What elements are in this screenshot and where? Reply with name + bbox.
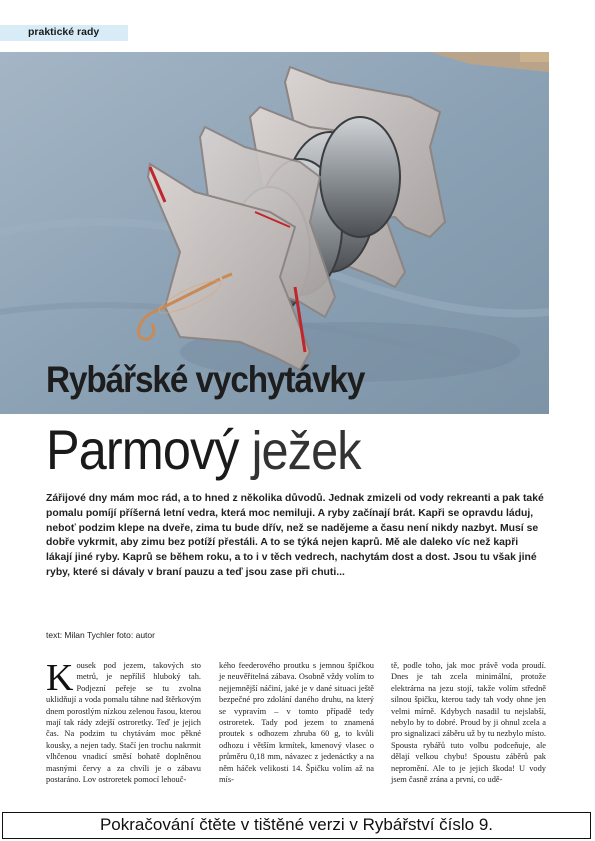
title-part-1: Parmový — [46, 418, 252, 481]
article-credit: text: Milan Tychler foto: autor — [46, 630, 155, 640]
continuation-text: Pokračování čtěte v tištěné verzi v Rybářství číslo 9. — [99, 815, 494, 834]
drop-cap: K — [46, 657, 74, 699]
body-column-3 — [391, 660, 546, 785]
article-title — [46, 418, 361, 483]
body-text-3: tě, podle toho, jak moc právě voda proudí. Dnes je tah zcela minimální, protože elektrárna na jezu stojí, takže volím středně silnou špičku, kterou tady tah vody ohne jen velmi mírně. Kdybych nasadil tu nejslabší, nebylo by to dobré. Proud by ji ohnul zcela a pro signalizaci záběru už by tu nezbylo místo. Spousta rybářů tuto volbu podceňuje, ale dělají velkou chybu! Spoustu záběrů pak nepromění. Ale to je jejich škoda! U vody jsem časně zrána a první, co udě- — [391, 661, 546, 785]
section-label: praktické rady — [28, 26, 100, 38]
body-column-2 — [219, 660, 374, 785]
title-part-2: ježek — [251, 421, 361, 481]
continuation-banner — [2, 812, 591, 839]
body-text-1: ousek pod jezem, takových sto metrů, je nepříliš hluboký tah. Podjezní peřeje se tu zvolna uklidňují a voda pomalu táhne nad štěrkovým dnem porostlým nízkou zelenou řasou, kterou mají tak rády zdejší ostroretky. Teď je jejich čas. Na podzim tu chytávám moc pěkné kousky, a nejen tady. Stačí jen trochu nakrmit vlhčenou vnadicí směsí bohatě doplněnou masnými červy a za chvíli je o zábavu postaráno. Lov ostroretek pomocí lehouč- — [46, 661, 201, 785]
section-tag — [0, 25, 128, 41]
article-kicker: Rybářské vychytávky — [46, 359, 365, 400]
body-column-1 — [46, 657, 201, 785]
article-lead: Zářijové dny mám moc rád, a to hned z několika důvodů. Jednak zmizeli od vody rekreanti a pak také pomalu pomíjí příšerná letní vedra, která moc nemiluji. A ryby začínají brát. Kapři se opravdu láduj, neboť podzim klepe na dveře, zima tu bude dřív, než se nadějeme a času není nikdy nazbyt. Musí se dobře vykrmit, aby zimu bez potíží přestáli. A to se týká nejen kaprů. Mě ale daleko víc než kapři lákají jiné ryby. Kaprů se během roku, a to i v těch vedrech, nachytám dost a dost. Jsou tu však jiné ryby, které si dávaly v braní pauzu a teď jsou zase při chuti... — [46, 493, 544, 578]
body-text-2: kého feederového proutku s jemnou špičkou je neuvěřitelná zábava. Osobně vždy volím to nejjemnější náčiní, jaké je v dané situaci ještě bezpečné pro zdolání daného druhu, na který se vypravím – v tomto případě tedy ostroretek. Tady pod jezem to znamená proutek s odhozem zhruba 60 g, to kvůli odhozu i větším krmítek, kmenový vlasec o průměru 0,18 mm, návazec z jedenáctky a na něm háček velikosti 14. Špičku volím až na mís- — [219, 661, 374, 785]
